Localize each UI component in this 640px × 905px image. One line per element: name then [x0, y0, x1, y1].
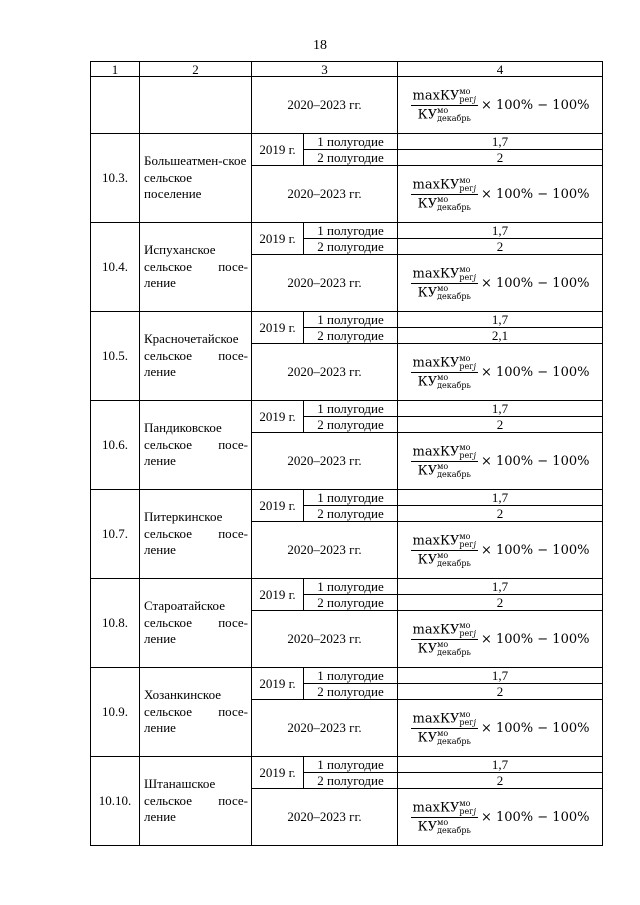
- reg-text: рег: [459, 361, 474, 371]
- formula-tail: × 100% − 100%: [480, 720, 590, 736]
- half-year-1-value: 1,7: [398, 312, 603, 328]
- formula-cell: [398, 522, 603, 579]
- max-text: max: [412, 355, 440, 370]
- table-row: [91, 490, 603, 506]
- row-number: 10.3.: [91, 134, 140, 223]
- year-label: 2019 г.: [252, 312, 304, 344]
- formula: [398, 255, 602, 311]
- continued-row: [91, 77, 603, 134]
- formula-cell: [398, 700, 603, 757]
- settlement-name: Красночетайское сельское посе-ление: [140, 312, 252, 401]
- page-number: 18: [313, 38, 327, 53]
- max-text: max: [412, 266, 440, 281]
- max-text: max: [412, 88, 440, 103]
- ku-text: КУ: [439, 800, 460, 815]
- formula-tail: × 100% − 100%: [480, 453, 590, 469]
- formula: [398, 789, 602, 845]
- dec-text: декабрь: [437, 736, 471, 746]
- j-text: j: [473, 94, 476, 104]
- half-year-1-value: 1,7: [398, 579, 603, 595]
- year-label: 2019 г.: [252, 134, 304, 166]
- year-label: 2019 г.: [252, 579, 304, 611]
- half-year-2-value: 2: [398, 150, 603, 166]
- table-row: [91, 579, 603, 595]
- formula-denominator: [416, 818, 473, 835]
- half-year-1-value: 1,7: [398, 223, 603, 239]
- mo-text: мо: [437, 728, 449, 738]
- period-label: 2020–2023 гг.: [252, 522, 398, 579]
- formula-tail: × 100% − 100%: [480, 809, 590, 825]
- mo-text: мо: [459, 709, 471, 719]
- sup-sub: [437, 374, 471, 390]
- reg-text: рег: [459, 628, 474, 638]
- half-year-2-label: 2 полугодие: [304, 239, 398, 255]
- half-year-2-value: 2: [398, 773, 603, 789]
- ku-text: КУ: [417, 285, 438, 300]
- year-label: 2019 г.: [252, 757, 304, 789]
- dec-text: декабрь: [437, 380, 471, 390]
- formula-cell: [398, 433, 603, 490]
- sup-sub: [459, 800, 476, 816]
- mo-text: мо: [437, 283, 449, 293]
- max-text: max: [412, 444, 440, 459]
- formula-tail: × 100% − 100%: [480, 364, 590, 380]
- formula-numerator: [411, 88, 478, 106]
- table-row: [91, 312, 603, 328]
- formula-fraction: [411, 355, 478, 390]
- mo-text: мо: [437, 372, 449, 382]
- reg-text: рег: [459, 806, 474, 816]
- dec-text: декабрь: [437, 202, 471, 212]
- period-label: 2020–2023 гг.: [252, 255, 398, 312]
- formula-tail: × 100% − 100%: [480, 275, 590, 291]
- formula-numerator: [411, 622, 478, 640]
- table-row: [91, 757, 603, 773]
- half-year-2-value: 2: [398, 417, 603, 433]
- formula-denominator: [416, 373, 473, 390]
- formula-fraction: [411, 622, 478, 657]
- dec-text: декабрь: [437, 113, 471, 123]
- row-number-empty: [91, 77, 140, 134]
- j-text: j: [473, 628, 476, 638]
- half-year-1-label: 1 полугодие: [304, 223, 398, 239]
- half-year-1-label: 1 полугодие: [304, 579, 398, 595]
- sup-sub: [437, 196, 471, 212]
- header-col-2: 2: [140, 62, 252, 77]
- sup-sub: [459, 711, 476, 727]
- settlement-name: Староатайское сельское посе-ление: [140, 579, 252, 668]
- half-year-2-label: 2 полугодие: [304, 417, 398, 433]
- settlement-name: Пандиковское сельское посе-ление: [140, 401, 252, 490]
- sup-sub: [437, 730, 471, 746]
- period-label: 2020–2023 гг.: [252, 77, 398, 134]
- mo-text: мо: [459, 264, 471, 274]
- formula-cell: [398, 77, 603, 134]
- half-year-2-value: 2,1: [398, 328, 603, 344]
- formula-numerator: [411, 533, 478, 551]
- year-label: 2019 г.: [252, 490, 304, 522]
- j-text: j: [473, 361, 476, 371]
- formula-fraction: [411, 88, 478, 123]
- settlement-name: Испуханское сельское посе-ление: [140, 223, 252, 312]
- year-label: 2019 г.: [252, 223, 304, 255]
- max-text: max: [412, 711, 440, 726]
- reg-text: рег: [459, 717, 474, 727]
- half-year-2-label: 2 полугодие: [304, 328, 398, 344]
- table-row: [91, 668, 603, 684]
- mo-text: мо: [437, 817, 449, 827]
- dec-text: декабрь: [437, 647, 471, 657]
- dec-text: декабрь: [437, 825, 471, 835]
- ku-text: КУ: [439, 711, 460, 726]
- ku-text: КУ: [417, 819, 438, 834]
- reg-text: рег: [459, 272, 474, 282]
- max-text: max: [412, 622, 440, 637]
- j-text: j: [473, 450, 476, 460]
- reg-text: рег: [459, 450, 474, 460]
- formula: [398, 700, 602, 756]
- mo-text: мо: [459, 442, 471, 452]
- ku-text: КУ: [417, 641, 438, 656]
- sup-sub: [437, 641, 471, 657]
- ku-text: КУ: [417, 730, 438, 745]
- mo-text: мо: [437, 105, 449, 115]
- mo-text: мо: [437, 639, 449, 649]
- half-year-1-value: 1,7: [398, 668, 603, 684]
- half-year-1-value: 1,7: [398, 401, 603, 417]
- header-col-3: 3: [252, 62, 398, 77]
- dec-text: декабрь: [437, 558, 471, 568]
- ku-text: КУ: [417, 374, 438, 389]
- ku-text: КУ: [439, 88, 460, 103]
- max-text: max: [412, 800, 440, 815]
- half-year-2-value: 2: [398, 239, 603, 255]
- dec-text: декабрь: [437, 291, 471, 301]
- formula: [398, 166, 602, 222]
- half-year-1-label: 1 полугодие: [304, 668, 398, 684]
- reg-text: рег: [459, 183, 474, 193]
- sup-sub: [437, 819, 471, 835]
- row-number: 10.7.: [91, 490, 140, 579]
- period-label: 2020–2023 гг.: [252, 166, 398, 223]
- ku-text: КУ: [417, 552, 438, 567]
- header-col-1: 1: [91, 62, 140, 77]
- header-row: [91, 62, 603, 77]
- period-label: 2020–2023 гг.: [252, 611, 398, 668]
- formula-fraction: [411, 800, 478, 835]
- formula-cell: [398, 255, 603, 312]
- settlement-name: Питеркинское сельское посе-ление: [140, 490, 252, 579]
- formula-tail: × 100% − 100%: [480, 97, 590, 113]
- formula-tail: × 100% − 100%: [480, 542, 590, 558]
- formula-cell: [398, 166, 603, 223]
- formula-tail: × 100% − 100%: [480, 186, 590, 202]
- formula-fraction: [411, 266, 478, 301]
- ku-text: КУ: [439, 444, 460, 459]
- formula-denominator: [416, 462, 473, 479]
- sup-sub: [437, 463, 471, 479]
- half-year-1-value: 1,7: [398, 134, 603, 150]
- sup-sub: [437, 285, 471, 301]
- max-text: max: [412, 533, 440, 548]
- formula-tail: × 100% − 100%: [480, 631, 590, 647]
- mo-text: мо: [437, 461, 449, 471]
- j-text: j: [473, 272, 476, 282]
- sup-sub: [437, 107, 471, 123]
- half-year-1-value: 1,7: [398, 490, 603, 506]
- settlement-name: Штанашское сельское посе-ление: [140, 757, 252, 846]
- formula-numerator: [411, 444, 478, 462]
- ku-text: КУ: [439, 177, 460, 192]
- mo-text: мо: [459, 175, 471, 185]
- formula: [398, 433, 602, 489]
- formula-numerator: [411, 177, 478, 195]
- formula-denominator: [416, 640, 473, 657]
- formula-fraction: [411, 533, 478, 568]
- formula-denominator: [416, 195, 473, 212]
- half-year-1-value: 1,7: [398, 757, 603, 773]
- ku-text: КУ: [417, 196, 438, 211]
- row-number: 10.10.: [91, 757, 140, 846]
- year-label: 2019 г.: [252, 401, 304, 433]
- period-label: 2020–2023 гг.: [252, 344, 398, 401]
- mo-text: мо: [437, 550, 449, 560]
- half-year-2-label: 2 полугодие: [304, 506, 398, 522]
- formula-fraction: [411, 177, 478, 212]
- period-label: 2020–2023 гг.: [252, 700, 398, 757]
- mo-text: мо: [459, 86, 471, 96]
- half-year-1-label: 1 полугодие: [304, 134, 398, 150]
- sup-sub: [437, 552, 471, 568]
- sup-sub: [459, 88, 476, 104]
- formula: [398, 522, 602, 578]
- j-text: j: [473, 717, 476, 727]
- half-year-1-label: 1 полугодие: [304, 312, 398, 328]
- formula-denominator: [416, 106, 473, 123]
- settlement-name-empty: [140, 77, 252, 134]
- formula-cell: [398, 611, 603, 668]
- row-number: 10.4.: [91, 223, 140, 312]
- formula-cell: [398, 344, 603, 401]
- header-col-4: 4: [398, 62, 603, 77]
- ku-text: КУ: [439, 355, 460, 370]
- dec-text: декабрь: [437, 469, 471, 479]
- formula-fraction: [411, 711, 478, 746]
- j-text: j: [473, 806, 476, 816]
- row-number: 10.9.: [91, 668, 140, 757]
- formula: [398, 77, 602, 133]
- mo-text: мо: [459, 353, 471, 363]
- formula-cell: [398, 789, 603, 846]
- ku-text: КУ: [417, 107, 438, 122]
- half-year-2-label: 2 полугодие: [304, 684, 398, 700]
- settlement-name: Хозанкинское сельское посе-ление: [140, 668, 252, 757]
- table-row: [91, 401, 603, 417]
- half-year-2-value: 2: [398, 595, 603, 611]
- period-label: 2020–2023 гг.: [252, 789, 398, 846]
- ku-text: КУ: [439, 622, 460, 637]
- reg-text: рег: [459, 94, 474, 104]
- reg-text: рег: [459, 539, 474, 549]
- row-number: 10.5.: [91, 312, 140, 401]
- formula-numerator: [411, 355, 478, 373]
- half-year-2-label: 2 полугодие: [304, 595, 398, 611]
- row-number: 10.8.: [91, 579, 140, 668]
- mo-text: мо: [459, 798, 471, 808]
- half-year-2-label: 2 полугодие: [304, 773, 398, 789]
- ku-text: КУ: [439, 266, 460, 281]
- half-year-1-label: 1 полугодие: [304, 401, 398, 417]
- half-year-1-label: 1 полугодие: [304, 490, 398, 506]
- formula: [398, 344, 602, 400]
- mo-text: мо: [459, 620, 471, 630]
- ku-text: КУ: [439, 533, 460, 548]
- half-year-2-label: 2 полугодие: [304, 150, 398, 166]
- formula-denominator: [416, 729, 473, 746]
- table-row: [91, 223, 603, 239]
- half-year-2-value: 2: [398, 684, 603, 700]
- table-row: [91, 134, 603, 150]
- tariff-table: [90, 61, 603, 846]
- formula-denominator: [416, 284, 473, 301]
- mo-text: мо: [437, 194, 449, 204]
- sup-sub: [459, 533, 476, 549]
- formula-numerator: [411, 800, 478, 818]
- formula-fraction: [411, 444, 478, 479]
- year-label: 2019 г.: [252, 668, 304, 700]
- half-year-2-value: 2: [398, 506, 603, 522]
- row-number: 10.6.: [91, 401, 140, 490]
- formula-numerator: [411, 266, 478, 284]
- sup-sub: [459, 444, 476, 460]
- sup-sub: [459, 355, 476, 371]
- formula: [398, 611, 602, 667]
- formula-denominator: [416, 551, 473, 568]
- period-label: 2020–2023 гг.: [252, 433, 398, 490]
- half-year-1-label: 1 полугодие: [304, 757, 398, 773]
- sup-sub: [459, 266, 476, 282]
- formula-numerator: [411, 711, 478, 729]
- sup-sub: [459, 622, 476, 638]
- max-text: max: [412, 177, 440, 192]
- settlement-name: Большеатмен-ское сельское поселение: [140, 134, 252, 223]
- mo-text: мо: [459, 531, 471, 541]
- sup-sub: [459, 177, 476, 193]
- ku-text: КУ: [417, 463, 438, 478]
- j-text: j: [473, 539, 476, 549]
- j-text: j: [473, 183, 476, 193]
